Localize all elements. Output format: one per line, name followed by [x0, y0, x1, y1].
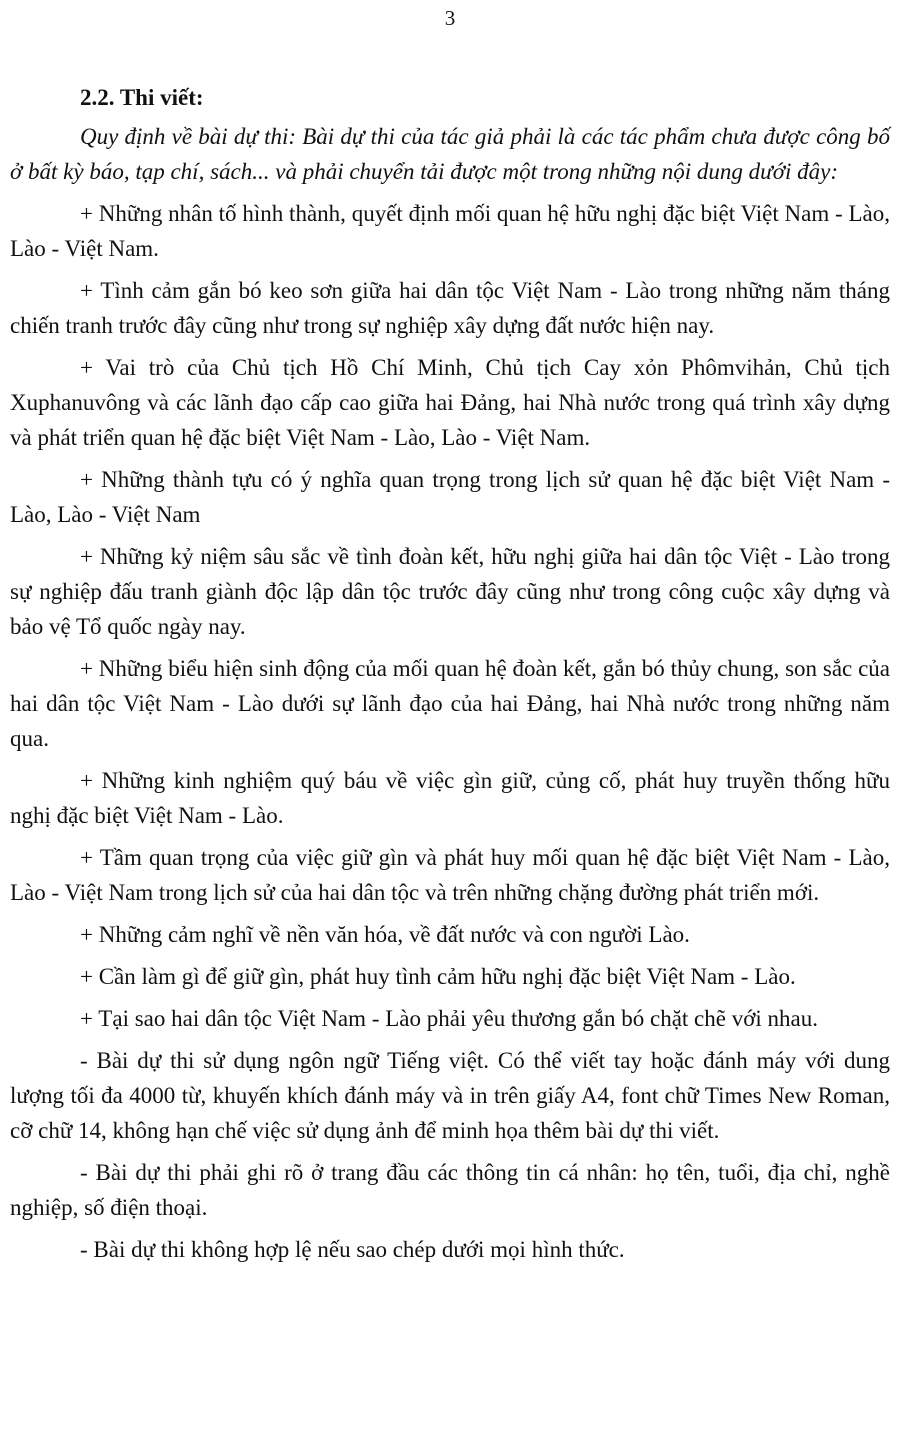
page-number: 3 [444, 6, 456, 30]
topic-item: + Tình cảm gắn bó keo sơn giữa hai dân tộc Việt Nam - Lào trong những năm tháng chiến tranh trước đây cũng như trong sự nghiệp xây dựng đất nước hiện nay. [10, 278, 890, 338]
topic-item: + Tại sao hai dân tộc Việt Nam - Lào phải yêu thương gắn bó chặt chẽ với nhau. [80, 1006, 818, 1031]
topic-item: + Những kinh nghiệm quý báu về việc gìn giữ, củng cố, phát huy truyền thống hữu nghị đặc biệt Việt Nam - Lào. [10, 768, 890, 828]
document-body [10, 80, 890, 1274]
topic-item: + Những biểu hiện sinh động của mối quan hệ đoàn kết, gắn bó thủy chung, son sắc của hai dân tộc Việt Nam - Lào dưới sự lãnh đạo của hai Đảng, hai Nhà nước trong những năm qua. [10, 656, 890, 751]
topic-item: + Những cảm nghĩ về nền văn hóa, về đất nước và con người Lào. [80, 922, 690, 947]
topic-item: + Những thành tựu có ý nghĩa quan trọng trong lịch sử quan hệ đặc biệt Việt Nam - Lào, Lào - Việt Nam [10, 467, 890, 527]
topic-item: + Tầm quan trọng của việc giữ gìn và phát huy mối quan hệ đặc biệt Việt Nam - Lào, Lào - Việt Nam trong lịch sử của hai dân tộc và trên những chặng đường phát triển mới. [10, 845, 890, 905]
topic-item: + Những kỷ niệm sâu sắc về tình đoàn kết, hữu nghị giữa hai dân tộc Việt - Lào trong sự nghiệp đấu tranh giành độc lập dân tộc trước đây cũng như trong công cuộc xây dựng và bảo vệ Tổ quốc ngày nay. [10, 544, 890, 639]
intro-paragraph: Quy định về bài dự thi: Bài dự thi của tác giả phải là các tác phẩm chưa được công bố ở bất kỳ báo, tạp chí, sách... và phải chuyển tải được một trong những nội dung dưới đây: [10, 124, 890, 184]
topic-item: + Những nhân tố hình thành, quyết định mối quan hệ hữu nghị đặc biệt Việt Nam - Lào, Lào - Việt Nam. [10, 201, 890, 261]
rule-item: - Bài dự thi sử dụng ngôn ngữ Tiếng việt. Có thể viết tay hoặc đánh máy với dung lượng tối đa 4000 từ, khuyến khích đánh máy và in trên giấy A4, font chữ Times New Roman, cỡ chữ 14, không hạn chế việc sử dụng ảnh để minh họa thêm bài dự thi viết. [10, 1048, 890, 1143]
section-heading: 2.2. Thi viết: [80, 85, 204, 110]
topic-item: + Cần làm gì để giữ gìn, phát huy tình cảm hữu nghị đặc biệt Việt Nam - Lào. [80, 964, 796, 989]
rule-item: - Bài dự thi phải ghi rõ ở trang đầu các thông tin cá nhân: họ tên, tuổi, địa chỉ, nghề nghiệp, số điện thoại. [10, 1160, 890, 1220]
topic-item: + Vai trò của Chủ tịch Hồ Chí Minh, Chủ tịch Cay xỏn Phômvihản, Chủ tịch Xuphanuvông và các lãnh đạo cấp cao giữa hai Đảng, hai Nhà nước trong quá trình xây dựng và phát triển quan hệ đặc biệt Việt Nam - Lào, Lào - Việt Nam. [10, 355, 890, 450]
rule-item: - Bài dự thi không hợp lệ nếu sao chép dưới mọi hình thức. [80, 1237, 625, 1262]
